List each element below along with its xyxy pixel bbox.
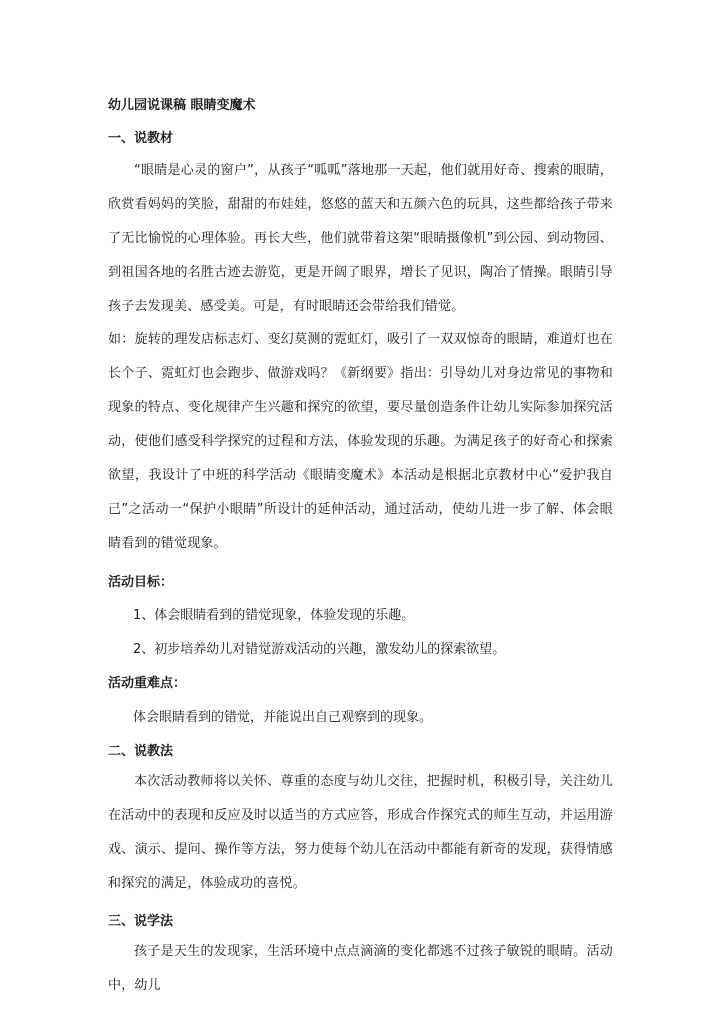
section-heading-keypoints: 活动重难点： (108, 676, 187, 691)
paragraph-textbook-intro: “眼睛是心灵的窗户”，从孩子“呱呱”落地那一天起，他们就用好奇、搜索的眼睛，欣赏看妈妈的笑脸，甜甜的布娃娃，悠悠的蓝天和五颜六色的玩具，这些都给孩子带来了无比愉悦的心理体验。再长大些，他们就带着这架“眼睛摄像机”到公园、到动物园、到祖国各地的名胜古迹去游览，更是开阔了眼界，增长了见识，陶冶了情操。眼睛引导孩子去发现美、感受美。可是，有时眼睛还会带给我们错觉。 (108, 163, 613, 314)
section-heading-goals: 活动目标： (108, 575, 174, 590)
section-heading-teaching-method: 二、说教法 (108, 744, 174, 759)
goal-item-2: 2、初步培养幼儿对错觉游戏活动的兴趣，激发幼儿的探索欲望。 (133, 642, 506, 657)
paragraph-learning-method: 孩子是天生的发现家，生活环境中点点滴滴的变化都逃不过孩子敏锐的眼睛。活动中，幼儿 (108, 944, 613, 993)
section-heading-textbook: 一、说教材 (108, 131, 174, 146)
paragraph-teaching-method: 本次活动教师将以关怀、尊重的态度与幼儿交往，把握时机，积极引导，关注幼儿在活动中的表现和反应及时以适当的方式应答，形成合作探究式的师生互动，并运用游戏、演示、提问、操作等方法，努力使每个幼儿在活动中都能有新奇的发现，获得情感和探究的满足，体验成功的喜悦。 (108, 774, 613, 891)
keypoints-text: 体会眼睛看到的错觉，并能说出自己观察到的现象。 (133, 710, 433, 725)
document-page (108, 96, 613, 1017)
section-heading-learning-method: 三、说学法 (108, 914, 174, 929)
goal-item-1: 1、体会眼睛看到的错觉现象，体验发现的乐趣。 (133, 608, 415, 623)
document-title: 幼儿园说课稿 眼睛变魔术 (108, 98, 256, 113)
paragraph-textbook-example: 如：旋转的理发店标志灯、变幻莫测的霓虹灯，吸引了一双双惊奇的眼睛，难道灯也在长个子、霓虹灯也会跑步、做游戏吗？《新纲要》指出：引导幼儿对身边常见的事物和现象的特点、变化规律产生兴趣和探究的欲望，要尽量创造条件让幼儿实际参加探究活动，使他们感受科学探究的过程和方法，体验发现的乐趣。为满足孩子的好奇心和探索欲望，我设计了中班的科学活动《眼睛变魔术》本活动是根据北京教材中心“爱护我自己”之活动一“保护小眼睛”所设计的延伸活动，通过活动，使幼儿进一步了解、体会眼睛看到的错觉现象。 (108, 332, 613, 551)
